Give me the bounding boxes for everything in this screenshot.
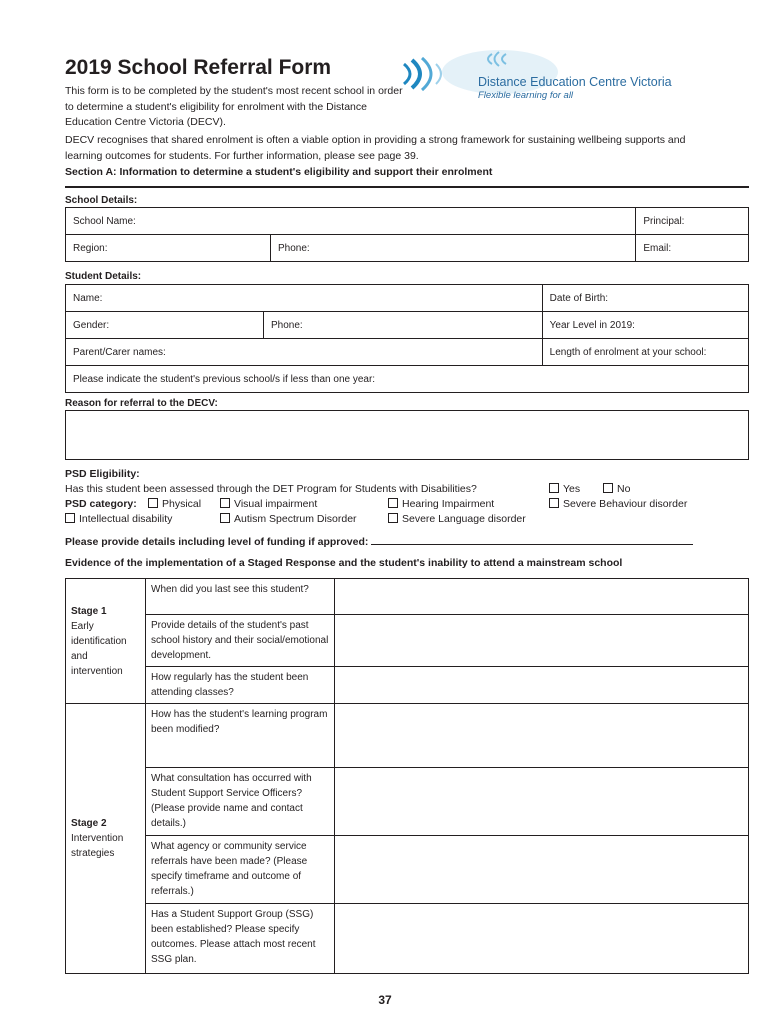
stage-1-cell bbox=[66, 579, 146, 704]
reason-field[interactable] bbox=[65, 410, 749, 460]
intellectual-checkbox[interactable] bbox=[65, 513, 75, 523]
school-name-field[interactable]: School Name: bbox=[66, 208, 636, 235]
yes-checkbox[interactable] bbox=[549, 483, 559, 493]
stage-2-title: Stage 2 bbox=[71, 818, 107, 829]
funding-details[interactable] bbox=[65, 536, 693, 548]
question-cell: What agency or community service referrals have been made? (Please specify timeframe and outcome of referrals.) bbox=[146, 836, 335, 904]
student-details-table bbox=[65, 284, 749, 393]
question-cell: How has the student's learning program been modified? bbox=[146, 704, 335, 768]
form-intro: This form is to be completed by the student's most recent school in order to determine a student's eligibility for enrolment with the Distance Education Centre Victoria (DECV). bbox=[65, 85, 403, 128]
question-cell: What consultation has occurred with Student Support Service Officers? (Please provide name and contact details.) bbox=[146, 768, 335, 836]
section-a-heading: Section A: Information to determine a student's eligibility and support their enrolment bbox=[65, 166, 493, 178]
language-option[interactable] bbox=[388, 513, 526, 525]
hearing-checkbox[interactable] bbox=[388, 498, 398, 508]
no-label: No bbox=[617, 483, 631, 495]
psd-yes-option[interactable] bbox=[549, 483, 580, 495]
logo-tagline: Flexible learning for all bbox=[478, 90, 574, 101]
school-email-field[interactable]: Email: bbox=[636, 235, 749, 262]
answer-cell[interactable] bbox=[335, 615, 749, 667]
visual-label: Visual impairment bbox=[234, 498, 318, 510]
hearing-label: Hearing Impairment bbox=[402, 498, 495, 510]
previous-schools-field[interactable]: Please indicate the student's previous school/s if less than one year: bbox=[66, 366, 749, 393]
question-cell: When did you last see this student? bbox=[146, 579, 335, 615]
answer-cell[interactable] bbox=[335, 904, 749, 974]
answer-cell[interactable] bbox=[335, 836, 749, 904]
student-details-heading: Student Details: bbox=[65, 271, 142, 282]
language-label: Severe Language disorder bbox=[402, 513, 526, 525]
form-intro-shared-enrolment: DECV recognises that shared enrolment is often a viable option in providing a strong framework for sustaining wellbeing supports and learning outcomes for students. For further information, please see page 39. bbox=[65, 134, 686, 162]
page-number: 37 bbox=[378, 993, 392, 1007]
funding-fill-line[interactable] bbox=[371, 536, 693, 545]
school-phone-field[interactable]: Phone: bbox=[271, 235, 636, 262]
intellectual-option[interactable] bbox=[65, 513, 172, 525]
behaviour-checkbox[interactable] bbox=[549, 498, 559, 508]
question-cell: Provide details of the student's past school history and their social/emotional development. bbox=[146, 615, 335, 667]
behaviour-label: Severe Behaviour disorder bbox=[563, 498, 688, 510]
question-cell: Has a Student Support Group (SSG) been established? Please specify outcomes. Please attach most recent SSG plan. bbox=[146, 904, 335, 974]
language-checkbox[interactable] bbox=[388, 513, 398, 523]
physical-checkbox[interactable] bbox=[148, 498, 158, 508]
logo-name: Distance Education Centre Victoria bbox=[478, 75, 672, 89]
principal-field[interactable]: Principal: bbox=[636, 208, 749, 235]
answer-cell[interactable] bbox=[335, 667, 749, 704]
intellectual-label: Intellectual disability bbox=[79, 513, 173, 525]
psd-heading: PSD Eligibility: bbox=[65, 468, 140, 480]
autism-option[interactable] bbox=[220, 513, 357, 525]
no-checkbox[interactable] bbox=[603, 483, 613, 493]
yes-label: Yes bbox=[563, 483, 581, 495]
staged-response-table bbox=[65, 578, 749, 974]
answer-cell[interactable] bbox=[335, 704, 749, 768]
school-details-table bbox=[65, 207, 749, 262]
autism-checkbox[interactable] bbox=[220, 513, 230, 523]
decv-logo bbox=[400, 44, 700, 104]
region-field[interactable]: Region: bbox=[66, 235, 271, 262]
stage-2-description: Intervention strategies bbox=[71, 833, 124, 859]
gender-field[interactable]: Gender: bbox=[66, 312, 264, 339]
dob-field[interactable]: Date of Birth: bbox=[542, 285, 748, 312]
psd-no-option[interactable] bbox=[603, 483, 630, 495]
funding-label: Please provide details including level of funding if approved: bbox=[65, 536, 369, 548]
enrolment-length-field[interactable]: Length of enrolment at your school: bbox=[542, 339, 748, 366]
answer-cell[interactable] bbox=[335, 579, 749, 615]
school-details-heading: School Details: bbox=[65, 195, 138, 206]
parent-names-field[interactable]: Parent/Carer names: bbox=[66, 339, 543, 366]
form-title: 2019 School Referral Form bbox=[65, 56, 332, 79]
stage-1-title: Stage 1 bbox=[71, 605, 107, 617]
student-name-field[interactable]: Name: bbox=[66, 285, 543, 312]
reason-heading: Reason for referral to the DECV: bbox=[65, 398, 218, 409]
autism-label: Autism Spectrum Disorder bbox=[234, 513, 357, 525]
behaviour-option[interactable] bbox=[549, 498, 687, 510]
physical-option[interactable] bbox=[148, 498, 201, 510]
psd-question: Has this student been assessed through the DET Program for Students with Disabilities? bbox=[65, 483, 477, 495]
stage-2-cell bbox=[66, 704, 146, 974]
visual-option[interactable] bbox=[220, 498, 317, 510]
physical-label: Physical bbox=[162, 498, 202, 510]
question-cell: How regularly has the student been attending classes? bbox=[146, 667, 335, 704]
evidence-heading: Evidence of the implementation of a Staged Response and the student's inability to attend a mainstream school bbox=[65, 557, 623, 569]
visual-checkbox[interactable] bbox=[220, 498, 230, 508]
psd-category-label: PSD category: bbox=[65, 498, 137, 510]
stage-1-description: Early identification and intervention bbox=[71, 620, 127, 677]
hearing-option[interactable] bbox=[388, 498, 494, 510]
student-phone-field[interactable]: Phone: bbox=[264, 312, 543, 339]
year-level-field[interactable]: Year Level in 2019: bbox=[542, 312, 748, 339]
answer-cell[interactable] bbox=[335, 768, 749, 836]
section-divider bbox=[65, 186, 749, 188]
